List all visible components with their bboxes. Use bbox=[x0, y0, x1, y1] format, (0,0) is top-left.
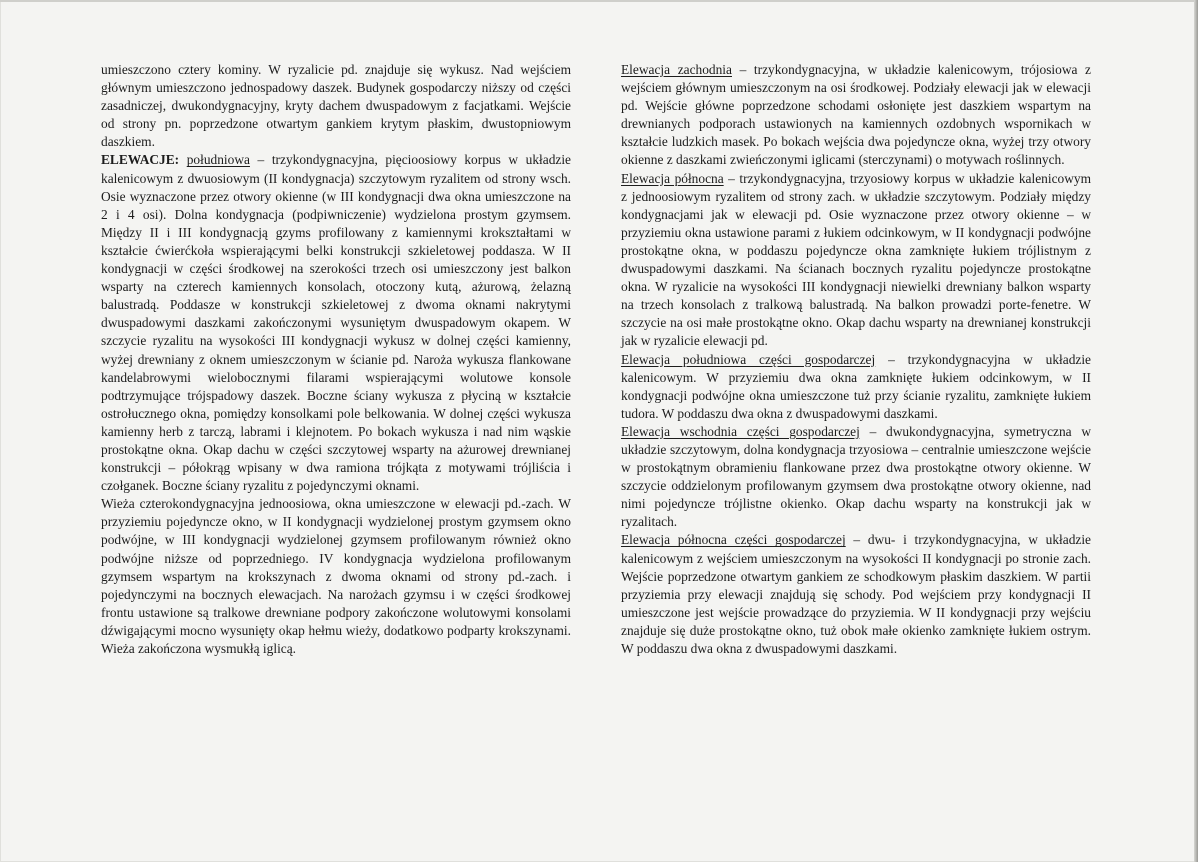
subheading-south-outbuilding: Elewacja południowa części gospodarczej bbox=[621, 351, 876, 367]
section-heading-elevations: ELEWACJE: bbox=[101, 152, 180, 168]
subheading-north: Elewacja północna bbox=[621, 170, 724, 186]
paragraph-tower: Wieża czterokondygnacyjna jednoosiowa, okna umieszczone w elewacji pd.-zach. W przyziemiu pojedyncze okno, w II kondygnacji wydzielonej prostym gzymsem okno podwójne, w III kondygnacji wydzielonej gzymsem profilowanym również okno podwójne niższe od poprzedniego. IV kondygnacja wydzielona profilowanym gzymsem wspartym na krokszynach z dwoma oknami od strony pd.-zach. i pojedynczymi na bocznych elewacjach. Na narożach gzymsu i w części środkowej frontu ustawione są tralkowe drewniane podpory zakończone wolutowymi konsolami dźwigającymi mocno wysunięty okap hełmu wieży, dodatkowo podparty krokszynami. Wieża zakończona wysmukłą iglicą. bbox=[101, 496, 571, 656]
paragraph-south-elevation bbox=[101, 151, 571, 495]
paragraph-east-outbuilding bbox=[621, 423, 1091, 532]
south-outbuilding-text: – trzykondygnacyjna w układzie kalenicowym. W przyziemiu dwa okna zamknięte łukiem odcinkowym, w II kondygnacji podwójne okna umieszczone tuż przy ścianie ryzalitu, zamknięte łukiem tudora. W poddaszu dwa okna z dwuspadowymi daszkami. bbox=[621, 351, 1091, 421]
south-elevation-text: – trzykondygnacyjna, pięcioosiowy korpus w układzie kalenicowym z dwuosiowym (II kondygnacja) szczytowym ryzalitem od strony wsch. Osie wyznaczone przez otwory okienne (w III kondygnacji dwa okna umieszczone na 2 i 4 osi). Dolna kondygnacja (podpiwniczenie) wydzielona prostym gzymsem. Między II i III kondygnacją gzyms profilowany z kamiennymi krokształtami w kształcie ćwierćkoła wspierającymi belki konstrukcji szkieletowej poddasza. W II kondygnacji w części środkowej na szerokości trzech osi umieszczony jest balkon wsparty na czterech kamiennych konsolach, otoczony kutą, ażurową, żelazną balustradą. Poddasze w konstrukcji szkieletowej z dwoma oknami nakrytymi dwuspadowymi daszkami zakończonymi wysuniętym dwuspadowym okapem. W szczycie ryzalitu na wysokości III kondygnacji wykusz w dolnej części kamienny, wyżej drewniany z oknem umieszczonym w ścianie pd. Naroża wykusza flankowane kandelabrowymi wielobocznymi filarami wspierającymi wolutowe konsole podtrzymujące trójspadowy daszek. Boczne ściany wykusza z płyciną w kształcie ostrołucznego okna, pomiędzy konsolkami pole belkowania. W dolnej części wykusza kamienny herb z tarczą, labrami i klejnotem. Po bokach wykusza i nad nim wąskie prostokątne okna. Okap dachu w części szczytowej wsparty na ażurowej drewnianej konstrukcji – półokrąg wpisany w dwa ramiona trójkąta z motywami trójliścia i czołganek. Boczne ściany ryzalitu z pojedynczymi oknami. bbox=[101, 152, 572, 494]
paragraph-west-elevation bbox=[621, 61, 1091, 170]
subheading-south: południowa bbox=[186, 152, 250, 168]
left-text-column bbox=[101, 61, 571, 658]
west-elevation-text: – trzykondygnacyjna, w układzie kalenicowym, trójosiowa z wejściem głównym umieszczonym na osi środkowej. Podziały elewacji jak w elewacji pd. Wejście główne poprzedzone schodami osłonięte jest daszkiem wspartym na drewnianych podporach ustawionych na kamiennych ozdobnych wspornikach w kształcie ludzkich masek. Po bokach wejścia dwa pojedyncze okna, wyżej trzy otwory okienne z daszkami zwieńczonymi iglicami (sterczynami) o motywach roślinnych. bbox=[621, 62, 1092, 168]
page-top-edge bbox=[0, 0, 1198, 2]
paragraph-south-outbuilding bbox=[621, 351, 1091, 423]
north-outbuilding-text: – dwu- i trzykondygnacyjna, w układzie kalenicowym z wejściem umieszczonym na wysokości II kondygnacji po stronie zach. Wejście poprzedzone otwartym gankiem ze schodkowym płaskim daszkiem. W partii przyziemia przy elewacji znajdują się schody. Pod wejściem przy kondygnacji II umieszczone jest wejście prowadzące do przyziemia. W II kondygnacji przy wejściu znajduje się duże prostokątne okno, tuż obok małe okienko zamknięte łukiem ostrym. W poddaszu dwa okna z dwuspadowymi daszkami. bbox=[621, 532, 1091, 656]
paragraph-north-outbuilding bbox=[621, 531, 1091, 658]
right-text-column bbox=[621, 61, 1091, 658]
paragraph-north-elevation bbox=[621, 170, 1091, 351]
subheading-east-outbuilding: Elewacja wschodnia części gospodarczej bbox=[621, 423, 860, 439]
subheading-north-outbuilding: Elewacja północna części gospodarczej bbox=[621, 532, 846, 548]
north-elevation-text: – trzykondygnacyjna, trzyosiowy korpus w układzie kalenicowym z jednoosiowym ryzalitem od strony zach. w układzie szczytowym. Podziały między kondygnacjami jak w elewacji pd. Osie wyznaczone przez otwory okienne – w przyziemiu okna ustawione parami z łukiem odcinkowym, w II kondygnacji podwójne prostokątne okna, w poddaszu pojedyncze okna zamknięte łukiem trójlistnym z dwuspadowymi daszkami. Na ścianach bocznych ryzalitu pojedyncze prostokątne okna. W ryzalicie na wysokości III kondygnacji niewielki drewniany balkon wsparty na trzech konsolach z tralkową balustradą. Na balkon prowadzi porte-fenetre. W szczycie na osi małe prostokątne okno. Okap dachu wsparty na drewnianej konstrukcji jak w ryzalicie elewacji pd. bbox=[621, 170, 1091, 349]
east-outbuilding-text: – dwukondygnacyjna, symetryczna w układzie szczytowym, dolna kondygnacja trzyosiowa – centralnie umieszczone wejście w prostokątnym obramieniu flankowane przez dwa prostokątne otwory okienne. W szczycie oddzielonym profilowanym gzymsem dwa prostokątne otwory okienne, nad nimi pojedyncze trójlistne okienko. Okap dachu wsparty na konstrukcji jak w ryzalitach. bbox=[621, 423, 1091, 530]
subheading-west: Elewacja zachodnia bbox=[621, 62, 732, 77]
paragraph-building-intro: umieszczono cztery kominy. W ryzalicie pd. znajduje się wykusz. Nad wejściem głównym umieszczono jednospadowy daszek. Budynek gospodarczy niższy od części zasadniczej, dwukondygnacyjny, kryty dachem dwuspadowym z facjatkami. Wejście od strony pn. poprzedzone otwartym gankiem krytym płaskim, dwustopniowym daszkiem. bbox=[101, 62, 571, 150]
page-right-edge bbox=[1194, 0, 1198, 862]
